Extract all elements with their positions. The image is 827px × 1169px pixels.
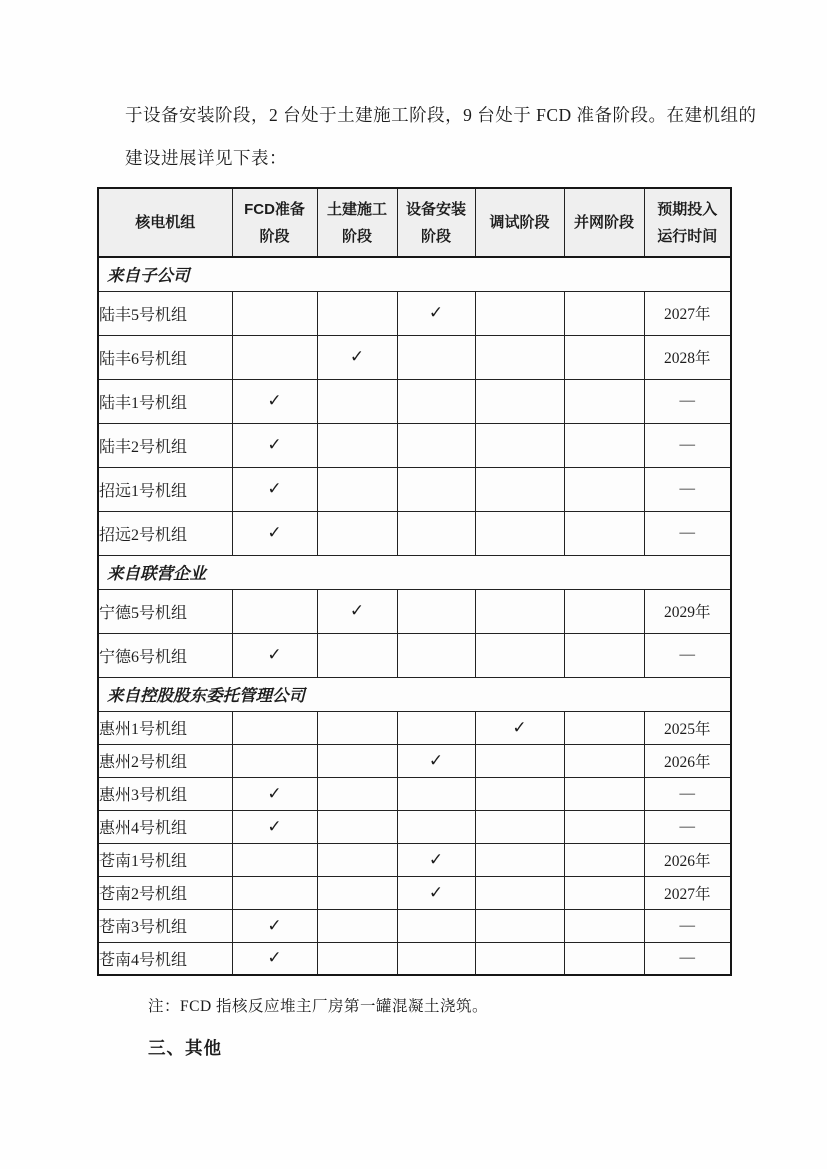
col-header-line: 核电机组 (135, 214, 196, 231)
stage-empty-cell (317, 810, 397, 843)
stage-empty-cell (317, 291, 397, 335)
stage-empty-cell (397, 777, 475, 810)
stage-empty-cell (397, 633, 475, 677)
stage-checkmark: ✓ (232, 511, 317, 555)
stage-checkmark: ✓ (397, 291, 475, 335)
col-header-line: 阶段 (259, 227, 290, 245)
section-row (98, 677, 731, 711)
expected-operation-time: — (644, 511, 731, 555)
unit-name: 苍南2号机组 (98, 876, 232, 909)
stage-empty-cell (397, 467, 475, 511)
col-header-line: 预期投入 (657, 200, 718, 218)
stage-empty-cell (397, 810, 475, 843)
col-header-line: 阶段 (341, 227, 372, 245)
stage-checkmark: ✓ (397, 843, 475, 876)
stage-empty-cell (564, 876, 644, 909)
table-row (98, 810, 731, 843)
col-header-line: 并网阶段 (573, 214, 634, 231)
stage-empty-cell (475, 379, 564, 423)
stage-checkmark: ✓ (232, 379, 317, 423)
section-row (98, 257, 731, 291)
table-row (98, 589, 731, 633)
unit-name: 惠州4号机组 (98, 810, 232, 843)
table-row (98, 711, 731, 744)
unit-name: 苍南1号机组 (98, 843, 232, 876)
expected-operation-time: 2027年 (644, 876, 731, 909)
unit-name: 惠州1号机组 (98, 711, 232, 744)
stage-empty-cell (232, 843, 317, 876)
unit-name: 陆丰6号机组 (98, 335, 232, 379)
table-row (98, 633, 731, 677)
col-header-line: 设备安装 (405, 200, 466, 218)
stage-empty-cell (397, 711, 475, 744)
stage-checkmark: ✓ (317, 589, 397, 633)
stage-empty-cell (232, 291, 317, 335)
unit-name: 苍南4号机组 (98, 942, 232, 975)
stage-empty-cell (564, 744, 644, 777)
stage-empty-cell (475, 942, 564, 975)
stage-empty-cell (317, 423, 397, 467)
stage-empty-cell (397, 942, 475, 975)
next-section-heading: 三、其他 (148, 1038, 222, 1058)
col-header-expected-operation (644, 188, 731, 257)
stage-empty-cell (397, 909, 475, 942)
unit-name: 宁德5号机组 (98, 589, 232, 633)
table-row (98, 777, 731, 810)
table-body (98, 257, 731, 975)
stage-empty-cell (317, 379, 397, 423)
expected-operation-time: — (644, 423, 731, 467)
stage-empty-cell (564, 711, 644, 744)
stage-checkmark: ✓ (475, 711, 564, 744)
stage-empty-cell (397, 335, 475, 379)
stage-empty-cell (232, 589, 317, 633)
expected-operation-time: — (644, 909, 731, 942)
stage-empty-cell (475, 843, 564, 876)
section-row (98, 555, 731, 589)
unit-name: 陆丰5号机组 (98, 291, 232, 335)
expected-operation-time: — (644, 942, 731, 975)
stage-empty-cell (397, 511, 475, 555)
col-header-line: 运行时间 (657, 227, 718, 245)
stage-checkmark: ✓ (232, 777, 317, 810)
construction-progress-table (97, 187, 732, 976)
col-header-civil-construction (317, 188, 397, 257)
unit-name: 惠州3号机组 (98, 777, 232, 810)
expected-operation-time: — (644, 633, 731, 677)
stage-empty-cell (564, 942, 644, 975)
table-row (98, 843, 731, 876)
table-row (98, 744, 731, 777)
stage-empty-cell (475, 467, 564, 511)
unit-name: 招远1号机组 (98, 467, 232, 511)
expected-operation-time: — (644, 379, 731, 423)
stage-empty-cell (564, 511, 644, 555)
intro-line-1: 于设备安装阶段，2 台处于土建施工阶段，9 台处于 FCD 准备阶段。在建机组的 (125, 105, 757, 125)
stage-empty-cell (475, 511, 564, 555)
expected-operation-time: 2027年 (644, 291, 731, 335)
section-title: 来自子公司 (98, 257, 731, 291)
expected-operation-time: 2025年 (644, 711, 731, 744)
unit-name: 陆丰2号机组 (98, 423, 232, 467)
stage-empty-cell (564, 589, 644, 633)
col-header-line: 土建施工 (326, 200, 387, 218)
expected-operation-time: — (644, 777, 731, 810)
expected-operation-time: 2026年 (644, 843, 731, 876)
stage-empty-cell (317, 744, 397, 777)
table-row (98, 876, 731, 909)
stage-empty-cell (564, 467, 644, 511)
stage-checkmark: ✓ (317, 335, 397, 379)
stage-empty-cell (475, 810, 564, 843)
stage-empty-cell (317, 711, 397, 744)
stage-empty-cell (317, 777, 397, 810)
expected-operation-time: 2028年 (644, 335, 731, 379)
stage-empty-cell (317, 909, 397, 942)
table-header (98, 188, 731, 257)
stage-empty-cell (564, 777, 644, 810)
unit-name: 宁德6号机组 (98, 633, 232, 677)
stage-checkmark: ✓ (232, 810, 317, 843)
stage-empty-cell (397, 589, 475, 633)
stage-checkmark: ✓ (232, 942, 317, 975)
col-header-line: 阶段 (420, 227, 451, 245)
stage-checkmark: ✓ (232, 633, 317, 677)
stage-empty-cell (475, 633, 564, 677)
table-row (98, 335, 731, 379)
stage-empty-cell (564, 423, 644, 467)
stage-checkmark: ✓ (232, 423, 317, 467)
stage-empty-cell (397, 379, 475, 423)
col-header-line: 调试阶段 (489, 214, 550, 231)
stage-empty-cell (317, 876, 397, 909)
expected-operation-time: — (644, 467, 731, 511)
unit-name: 惠州2号机组 (98, 744, 232, 777)
section-title: 来自控股股东委托管理公司 (98, 677, 731, 711)
unit-name: 苍南3号机组 (98, 909, 232, 942)
table-row (98, 942, 731, 975)
stage-empty-cell (232, 711, 317, 744)
stage-checkmark: ✓ (232, 467, 317, 511)
stage-empty-cell (564, 633, 644, 677)
table-row (98, 291, 731, 335)
stage-empty-cell (232, 876, 317, 909)
table-footnote: 注：FCD 指核反应堆主厂房第一罐混凝土浇筑。 (148, 998, 489, 1015)
stage-empty-cell (475, 589, 564, 633)
stage-empty-cell (475, 335, 564, 379)
stage-empty-cell (564, 909, 644, 942)
col-header-unit (98, 188, 232, 257)
table-row (98, 511, 731, 555)
stage-empty-cell (232, 335, 317, 379)
stage-empty-cell (317, 942, 397, 975)
col-header-grid-connection (564, 188, 644, 257)
header-row (98, 188, 731, 257)
stage-empty-cell (564, 379, 644, 423)
col-header-commissioning (475, 188, 564, 257)
col-header-fcd-prep (232, 188, 317, 257)
stage-checkmark: ✓ (397, 744, 475, 777)
stage-empty-cell (564, 843, 644, 876)
unit-name: 招远2号机组 (98, 511, 232, 555)
table-row (98, 379, 731, 423)
stage-empty-cell (397, 423, 475, 467)
stage-empty-cell (317, 843, 397, 876)
stage-empty-cell (317, 467, 397, 511)
stage-empty-cell (475, 876, 564, 909)
stage-empty-cell (317, 511, 397, 555)
stage-empty-cell (564, 335, 644, 379)
expected-operation-time: 2029年 (644, 589, 731, 633)
stage-empty-cell (475, 744, 564, 777)
stage-empty-cell (564, 810, 644, 843)
stage-empty-cell (475, 777, 564, 810)
stage-empty-cell (475, 423, 564, 467)
intro-line-2: 建设进展详见下表： (125, 148, 287, 168)
stage-empty-cell (232, 744, 317, 777)
stage-checkmark: ✓ (232, 909, 317, 942)
stage-empty-cell (475, 909, 564, 942)
section-title: 来自联营企业 (98, 555, 731, 589)
stage-empty-cell (475, 291, 564, 335)
stage-checkmark: ✓ (397, 876, 475, 909)
col-header-line: FCD准备 (244, 200, 305, 218)
expected-operation-time: 2026年 (644, 744, 731, 777)
expected-operation-time: — (644, 810, 731, 843)
table-row (98, 909, 731, 942)
intro-paragraph (125, 94, 757, 180)
table-row (98, 423, 731, 467)
col-header-equipment-install (397, 188, 475, 257)
stage-empty-cell (317, 633, 397, 677)
stage-empty-cell (564, 291, 644, 335)
unit-name: 陆丰1号机组 (98, 379, 232, 423)
table-row (98, 467, 731, 511)
